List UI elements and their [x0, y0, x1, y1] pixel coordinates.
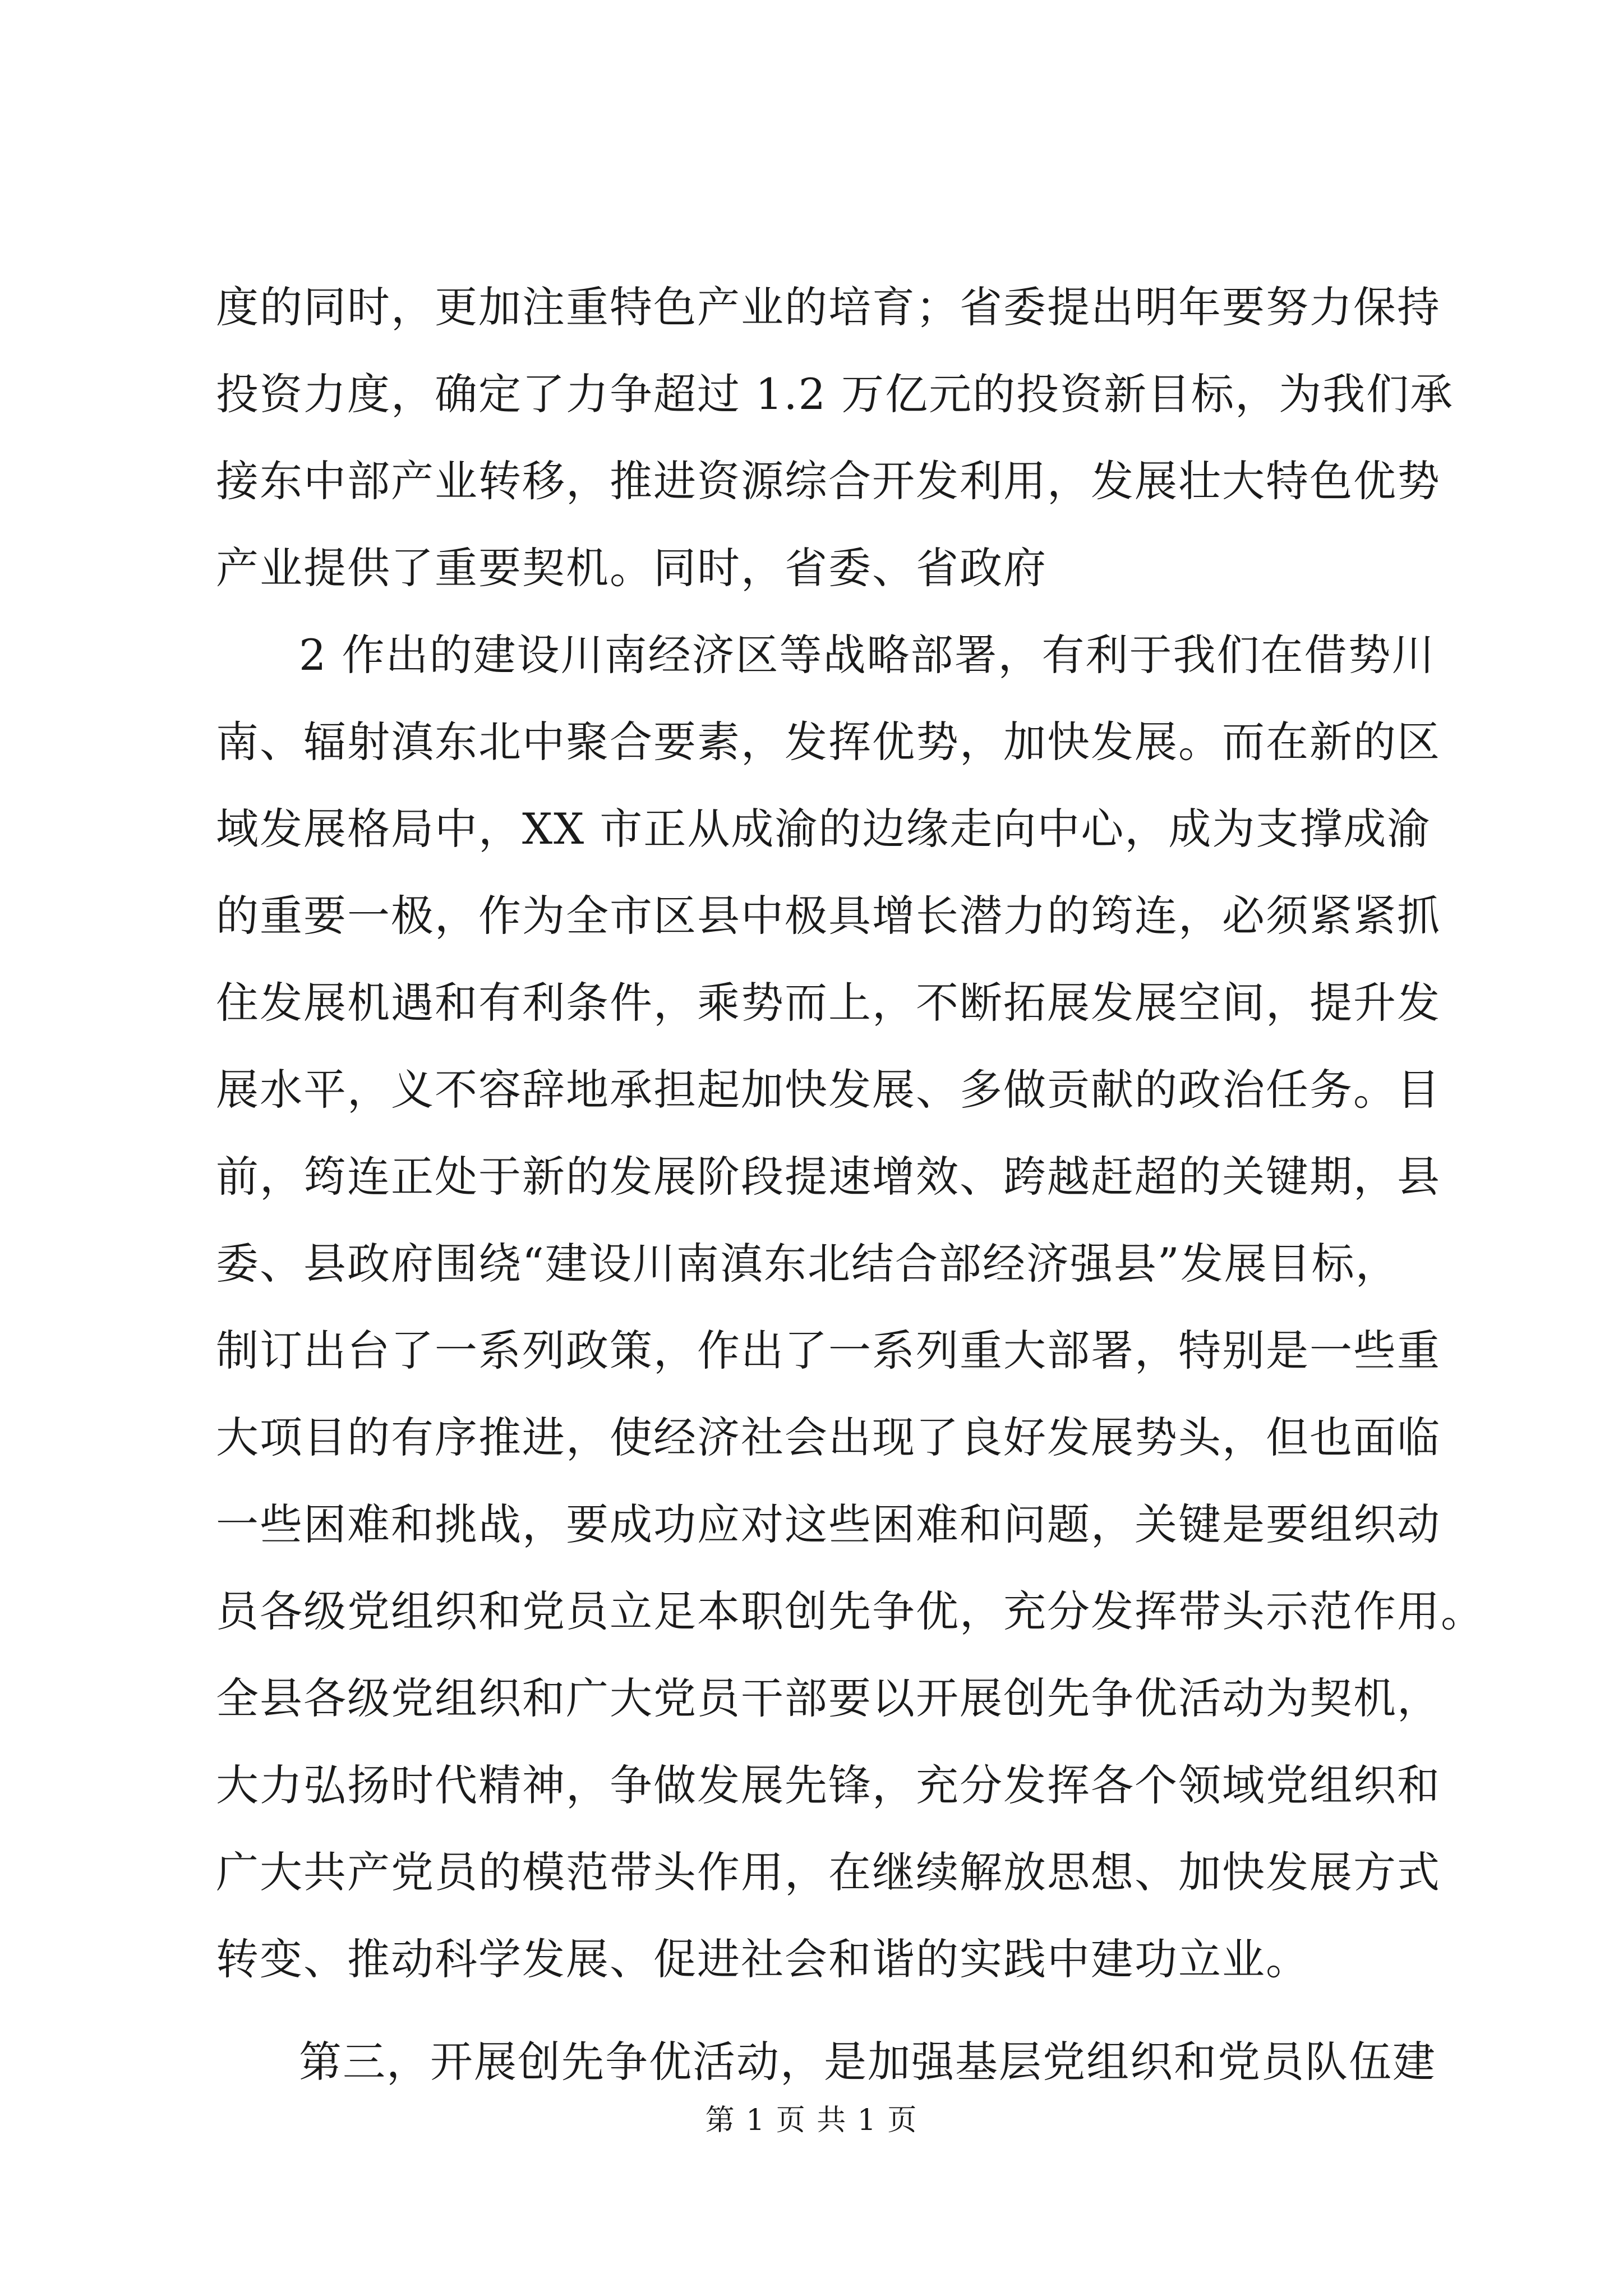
paragraph-start-line: 第三，开展创先争优活动，是加强基层党组织和党员队伍建 — [299, 2037, 1436, 2087]
text-line: 全县各级党组织和广大党员干部要以开展创先争优活动为契机， — [216, 1673, 1441, 1723]
text-line: 住发展机遇和有利条件，乘势而上，不断拓展发展空间，提升发 — [216, 978, 1441, 1028]
text-line: 南、辐射滇东北中聚合要素，发挥优势，加快发展。而在新的区 — [216, 717, 1441, 767]
text-line: 制订出台了一系列政策，作出了一系列重大部署，特别是一些重 — [216, 1326, 1441, 1375]
text-line: 接东中部产业转移，推进资源综合开发利用，发展壮大特色优势 — [216, 456, 1441, 506]
text-line: 域发展格局中，XX 市正从成渝的边缘走向中心，成为支撑成渝 — [216, 804, 1431, 854]
text-line: 大力弘扬时代精神，争做发展先锋，充分发挥各个领域党组织和 — [216, 1760, 1441, 1810]
text-line: 委、县政府围绕“建设川南滇东北结合部经济强县”发展目标， — [216, 1239, 1399, 1289]
text-line: 展水平，义不容辞地承担起加快发展、多做贡献的政治任务。目 — [216, 1065, 1441, 1115]
paragraph-start-line: 2 作出的建设川南经济区等战略部署，有利于我们在借势川 — [299, 630, 1436, 680]
text-line: 投资力度，确定了力争超过 1.2 万亿元的投资新目标，为我们承 — [216, 369, 1454, 419]
text-line: 转变、推动科学发展、促进社会和谐的实践中建功立业。 — [216, 1934, 1310, 1984]
text-line: 一些困难和挑战，要成功应对这些困难和问题，关键是要组织动 — [216, 1499, 1441, 1549]
text-line: 度的同时，更加注重特色产业的培育；省委提出明年要努力保持 — [216, 282, 1441, 332]
page-number-footer: 第 1 页 共 1 页 — [705, 2104, 918, 2137]
body-text — [216, 264, 1484, 2105]
text-line: 大项目的有序推进，使经济社会出现了良好发展势头，但也面临 — [216, 1412, 1441, 1462]
text-line: 产业提供了重要契机。同时，省委、省政府 — [216, 543, 1047, 593]
text-line: 的重要一极，作为全市区县中极具增长潜力的筠连，必须紧紧抓 — [216, 891, 1441, 941]
text-line: 广大共产党员的模范带头作用，在继续解放思想、加快发展方式 — [216, 1847, 1441, 1897]
text-line: 员各级党组织和党员立足本职创先争优，充分发挥带头示范作用。 — [216, 1586, 1484, 1636]
text-line: 前，筠连正处于新的发展阶段提速增效、跨越赶超的关键期，县 — [216, 1152, 1441, 1202]
